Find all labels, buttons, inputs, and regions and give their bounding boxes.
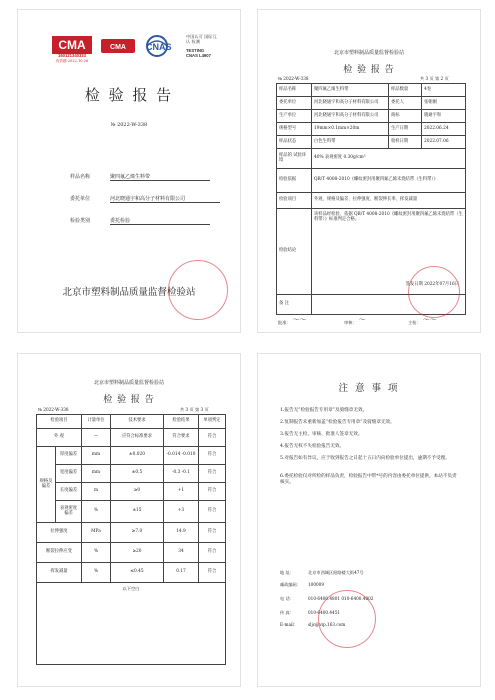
- cma-mid-logo: [100, 36, 136, 58]
- table-cell: 2022.06.24: [422, 123, 466, 136]
- client-value: 河北晓通宇和高分子材料有限公司: [110, 196, 220, 203]
- unit-cell: %: [82, 543, 111, 563]
- cma-number: 160121340333: [58, 53, 86, 58]
- report-summary-page: [258, 10, 480, 332]
- table-row: [277, 123, 466, 136]
- judge-cell: 符合: [199, 447, 226, 465]
- blank-note: 以下空白: [122, 586, 140, 591]
- table-row: [277, 193, 466, 209]
- cma-logo: [50, 34, 94, 66]
- judge-cell: 符合: [199, 465, 226, 483]
- sample-value: 聚四氟乙烯生料带: [110, 174, 210, 181]
- table-header-row: [37, 415, 226, 429]
- report-notes-page: [258, 354, 480, 686]
- cnas-number: CNAS L4907: [186, 53, 211, 58]
- req-cell: 应符合标准要求: [111, 429, 164, 447]
- blank-cell: [37, 583, 226, 665]
- table-row: [37, 465, 226, 483]
- results-header: 北京市塑料制品质量监督检验站: [93, 380, 164, 386]
- req-cell: ≥20: [111, 543, 164, 563]
- postcode-value: 100009: [308, 582, 324, 587]
- group-cell: 规格及偏差: [37, 447, 56, 523]
- remark-label: 备 注: [277, 295, 312, 315]
- judge-cell: 符合: [199, 543, 226, 563]
- client-label: 委托单位: [70, 196, 91, 202]
- unit-cell: m: [82, 483, 111, 501]
- table-cell: 19mm×0.1mm×20m: [312, 123, 389, 136]
- table-row: [277, 97, 466, 110]
- items-value: 外观、规格及偏差、拉伸强度、断裂伸长率、挥发减量: [312, 193, 466, 209]
- result-cell: 符合要求: [164, 429, 199, 447]
- address-label: 地 址：: [280, 570, 294, 575]
- table-cell: 河北晓通宇和高分子材料有限公司: [312, 97, 389, 110]
- req-cell: ±15: [111, 501, 164, 523]
- table-row: [37, 483, 226, 501]
- result-cell: 14.9: [164, 523, 199, 543]
- unit-cell: %: [82, 501, 111, 523]
- summary-title: 检 验 报 告: [343, 65, 395, 75]
- items-label: 检验项目: [277, 193, 312, 209]
- note-item: 5.对报告如有异议，应于收到报告之日起十五日内向检验单位提出，逾期不予受理。: [280, 456, 450, 461]
- env-value: 40% 表观密度 0.30g/cm³: [312, 149, 466, 169]
- approve-signature: ～～: [292, 316, 306, 324]
- fax-label: 传 真：: [280, 610, 294, 615]
- summary-report-no: № 2022-W-338: [278, 76, 309, 81]
- sign-date: 签发日期 2022年07月16日: [405, 282, 459, 288]
- item-cell: 外 观: [37, 429, 82, 447]
- table-cell: 张朝刚: [422, 97, 466, 110]
- conclusion-value: 该样品经检验，依据 QB/T 4008-2010《螺纹密封用聚四氟乙烯未烧结带（生料带）》标准判定合格。: [314, 212, 463, 222]
- item-cell: 表观密度偏差: [56, 501, 82, 523]
- item-cell: 拉伸强度: [37, 523, 82, 543]
- official-stamp: [405, 266, 460, 318]
- judge-cell: 符合: [199, 523, 226, 543]
- official-stamp: [318, 590, 376, 648]
- table-row: [37, 523, 226, 543]
- req-cell: ±0.020: [111, 447, 164, 465]
- item-cell: 长度偏差: [56, 483, 82, 501]
- item-cell: 挥发减量: [37, 563, 82, 583]
- table-row: [37, 429, 226, 447]
- table-cell: 白色生料带: [312, 136, 389, 149]
- req-cell: ±0.5: [111, 465, 164, 483]
- judge-cell: 符合: [199, 483, 226, 501]
- judge-cell: 符合: [199, 429, 226, 447]
- phone-label: 电 话：: [280, 596, 294, 601]
- results-report-no: № 2022-W-338: [38, 407, 69, 412]
- table-cell: 样品状态: [277, 136, 312, 149]
- table-row: [277, 136, 466, 149]
- table-row: [37, 583, 226, 665]
- result-cell: +3: [164, 501, 199, 523]
- result-cell: +1: [164, 483, 199, 501]
- table-cell: 4卷: [422, 84, 466, 97]
- table-cell: 2022.07.06: [422, 136, 466, 149]
- env-label: 样品的 试验环境: [277, 149, 312, 169]
- review-signature: ～: [358, 316, 365, 324]
- cover-report-no: № 2022-W-338: [110, 122, 148, 128]
- cnas-logo: [142, 32, 222, 72]
- table-row: [277, 169, 466, 193]
- report-cover-page: [18, 10, 240, 332]
- sample-label: 样品名称: [70, 174, 91, 180]
- note-item: 6.委托检验仅对所检的样品负责，检验报告中带*号的内容由委托单位提供，本站不负责核实。: [280, 474, 457, 486]
- table-cell: 委托人: [389, 97, 422, 110]
- svg-text:CMA: CMA: [110, 44, 126, 51]
- item-cell: 宽度偏差: [56, 465, 82, 483]
- table-cell: 收样日期: [389, 136, 422, 149]
- col-header: 检验项目: [37, 415, 82, 429]
- cnas-cn: 中国认可 国际互认 检测: [186, 34, 217, 45]
- cnas-text: CNAS: [146, 42, 172, 52]
- results-page-no: 共 3 页 第 3 页: [180, 407, 209, 412]
- result-cell: -0.014 -0.010: [164, 447, 199, 465]
- address-value: 北京市西城区阳路楼大街47号: [308, 570, 364, 575]
- table-cell: 生产单位: [277, 110, 312, 123]
- cma-validity: 有效期 2022.10.26: [55, 59, 89, 63]
- report-results-page: [18, 354, 240, 686]
- req-cell: ≤0.45: [111, 563, 164, 583]
- table-cell: 样品数量: [389, 84, 422, 97]
- note-item: 4.报告无权不失检验报告无效。: [280, 444, 345, 449]
- col-header: 计量单位: [82, 415, 111, 429]
- cover-footer-org: 北京市塑料制品质量监督检验站: [62, 287, 196, 298]
- basis-value: QB/T 4008-2010《螺纹密封用聚四氟乙烯未烧结带（生料带）》: [312, 169, 466, 193]
- category-label: 检验类别: [70, 218, 91, 224]
- results-title: 检 验 报 告: [103, 395, 155, 405]
- fax-value: 010-6400.4451: [308, 610, 341, 615]
- unit-cell: mm: [82, 447, 111, 465]
- unit-cell: MPa: [82, 523, 111, 543]
- table-row: [277, 149, 466, 169]
- summary-page-no: 共 3 页 第 2 页: [420, 76, 449, 81]
- cover-title: 检 验 报 告: [84, 86, 174, 104]
- category-value: 委托检验: [110, 218, 210, 225]
- judge-cell: 符合: [199, 563, 226, 583]
- unit-cell: —: [82, 429, 111, 447]
- cnas-en: TESTING: [186, 48, 205, 53]
- table-row: [277, 84, 466, 97]
- table-row: [37, 563, 226, 583]
- col-header: 检验结果: [164, 415, 199, 429]
- table-cell: 晓通宇和: [422, 110, 466, 123]
- notes-title: 注 意 事 项: [338, 383, 400, 394]
- email-label: E-mail：: [280, 622, 298, 627]
- table-cell: 生产日期: [389, 123, 422, 136]
- basis-label: 检验依据: [277, 169, 312, 193]
- table-row: [37, 447, 226, 465]
- table-cell: 商标: [389, 110, 422, 123]
- postcode-label: 邮政编码：: [280, 582, 301, 587]
- approve-label: 批准：: [278, 320, 291, 325]
- table-row: [37, 501, 226, 523]
- table-cell: 样品名称: [277, 84, 312, 97]
- review-label: 审核：: [344, 320, 357, 325]
- table-cell: 委托单位: [277, 97, 312, 110]
- result-cell: 34: [164, 543, 199, 563]
- results-table: [36, 414, 226, 665]
- table-cell: 聚四氟乙烯生料带: [312, 84, 389, 97]
- judge-cell: 符合: [199, 501, 226, 523]
- table-row: [37, 543, 226, 563]
- unit-cell: %: [82, 563, 111, 583]
- note-item: 2.复制报告未重新加盖“检验报告专用章”及骑缝章无效。: [280, 420, 395, 425]
- item-cell: 断裂拉伸应变: [37, 543, 82, 563]
- table-row: [277, 110, 466, 123]
- col-header: 单项判定: [199, 415, 226, 429]
- table-cell: 规格型号: [277, 123, 312, 136]
- note-item: 1.报告无“检验报告专用章”及骑缝章无效。: [280, 408, 368, 413]
- unit-cell: mm: [82, 465, 111, 483]
- item-cell: 厚度偏差: [56, 447, 82, 465]
- summary-header: 北京市塑料制品质量监督检验站: [333, 50, 404, 56]
- result-cell: -0.3 -0.1: [164, 465, 199, 483]
- req-cell: ≥7.0: [111, 523, 164, 543]
- main-signature: ～～: [422, 316, 436, 324]
- main-inspector-label: 主检：: [408, 320, 421, 325]
- table-cell: 河北晓通宇和高分子材料有限公司: [312, 110, 389, 123]
- conclusion-label: 检验结论: [277, 209, 312, 295]
- svg-text:CMA: CMA: [58, 38, 86, 52]
- phone-value: 010-6400.4801 010-6400.4802: [308, 596, 374, 601]
- note-item: 3.报告无主检、审核、批准人签章无效。: [280, 432, 363, 437]
- req-cell: ≥0: [111, 483, 164, 501]
- col-header: 技术要求: [111, 415, 164, 429]
- result-cell: 0.17: [164, 563, 199, 583]
- email-value: sljc@vip.163.com: [308, 622, 346, 627]
